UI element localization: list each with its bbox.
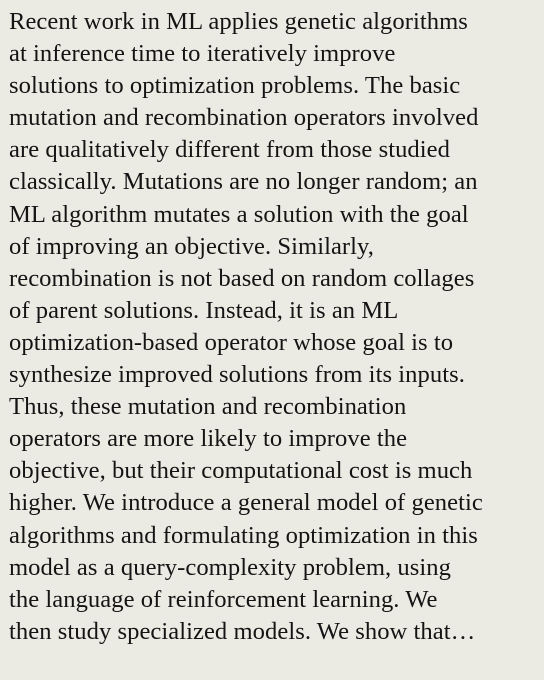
- text-line: of improving an objective. Similarly,: [9, 232, 374, 260]
- text-line: synthesize improved solutions from its inputs.: [9, 361, 465, 389]
- text-line: operators are more likely to improve the: [9, 425, 408, 453]
- text-line: model as a query-complexity problem, using: [9, 553, 451, 581]
- text-line: algorithms and formulating optimization in this: [9, 521, 478, 549]
- abstract-paragraph: [9, 6, 537, 648]
- text-line: the language of reinforcement learning. We: [9, 585, 438, 613]
- text-line: higher. We introduce a general model of genetic: [9, 489, 483, 517]
- text-line: of parent solutions. Instead, it is an ML: [9, 296, 399, 324]
- text-line: are qualitatively different from those studied: [9, 136, 450, 164]
- text-line: classically. Mutations are no longer random; an: [9, 168, 478, 196]
- text-line: at inference time to iteratively improve: [9, 40, 396, 68]
- text-line: mutation and recombination operators involved: [9, 104, 479, 132]
- text-line: Recent work in ML applies genetic algorithms: [9, 8, 468, 35]
- text-line: optimization-based operator whose goal is to: [9, 328, 454, 356]
- text-line: ML algorithm mutates a solution with the goal: [9, 200, 469, 228]
- text-line: then study specialized models. We show that…: [9, 617, 476, 645]
- text-line: recombination is not based on random collages: [9, 264, 475, 292]
- text-line: Thus, these mutation and recombination: [9, 393, 407, 421]
- text-line: objective, but their computational cost is much: [9, 457, 473, 485]
- text-line: solutions to optimization problems. The basic: [9, 72, 461, 100]
